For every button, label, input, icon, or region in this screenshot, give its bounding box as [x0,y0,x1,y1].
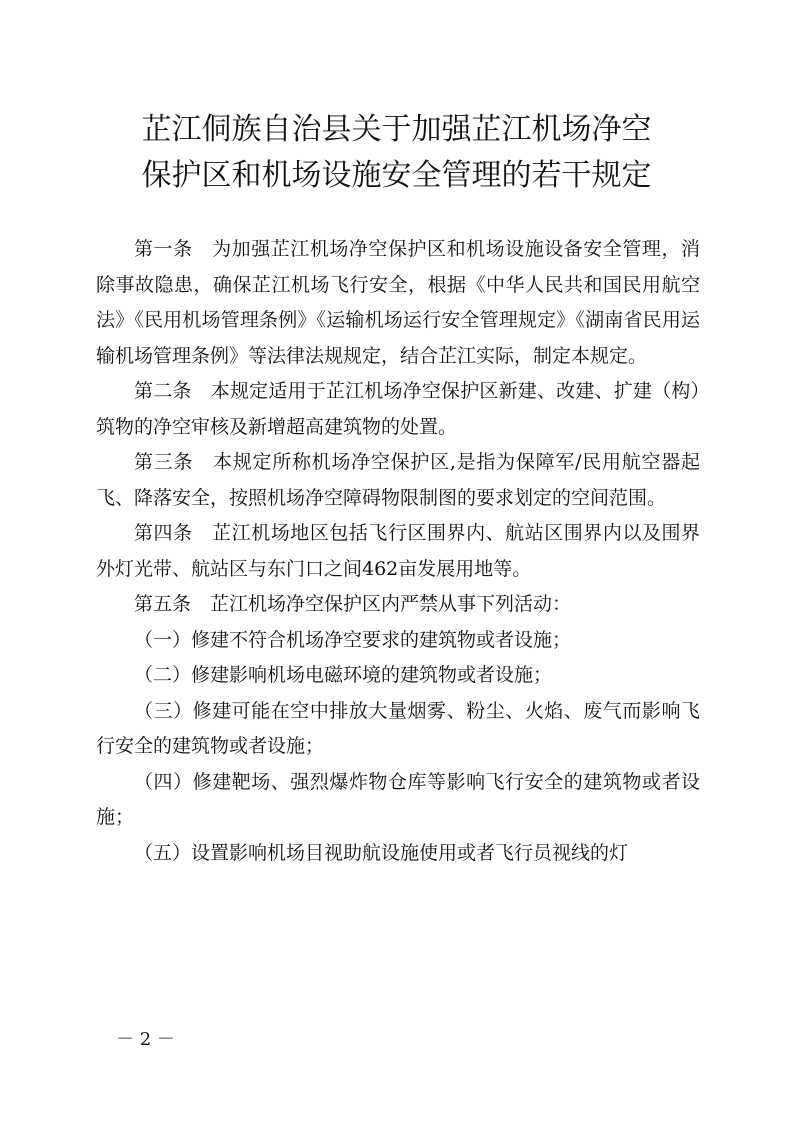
article-5-item-3: （三）修建可能在空中排放大量烟雾、粉尘、火焰、废气而影响飞行安全的建筑物或者设施； [96,699,700,757]
article-5-item-4: （四）修建靶场、强烈爆炸物仓库等影响飞行安全的建筑物或者设施； [96,770,700,828]
document-title-line-1: 芷江侗族自治县关于加强芷江机场净空 [141,112,652,147]
article-5-item-1: （一）修建不符合机场净空要求的建筑物或者设施； [134,628,572,651]
article-2-paragraph: 第二条 本规定适用于芷江机场净空保护区新建、改建、扩建（构）筑物的净空审核及新增超高建筑物的处置。 [96,380,700,438]
article-4-paragraph: 第四条 芷江机场地区包括飞行区围界内、航站区围界内以及围界外灯光带、航站区与东门口之间462亩发展用地等。 [96,522,700,580]
page-number: － 2 － [116,1029,175,1050]
article-1-paragraph: 第一条 为加强芷江机场净空保护区和机场设施设备安全管理，消除事故隐患，确保芷江机场飞行安全，根据《中华人民共和国民用航空法》《民用机场管理条例》《运输机场运行安全管理规定》《湖南省民用运输机场管理条例》等法律法规规定，结合芷江实际，制定本规定。 [96,238,700,367]
document-title-line-2: 保护区和机场设施安全管理的若干规定 [141,158,652,193]
document-body [96,232,700,871]
article-5-item-5: （五）设置影响机场目视助航设施使用或者飞行员视线的灯 [134,841,629,864]
article-5-item-2: （二）修建影响机场电磁环境的建筑物或者设施； [134,664,553,686]
article-5-paragraph: 第五条 芷江机场净空保护区内严禁从事下列活动： [134,593,572,615]
article-3-paragraph: 第三条 本规定所称机场净空保护区,是指为保障军/民用航空器起飞、降落安全，按照机场净空障碍物限制图的要求划定的空间范围。 [96,451,700,509]
